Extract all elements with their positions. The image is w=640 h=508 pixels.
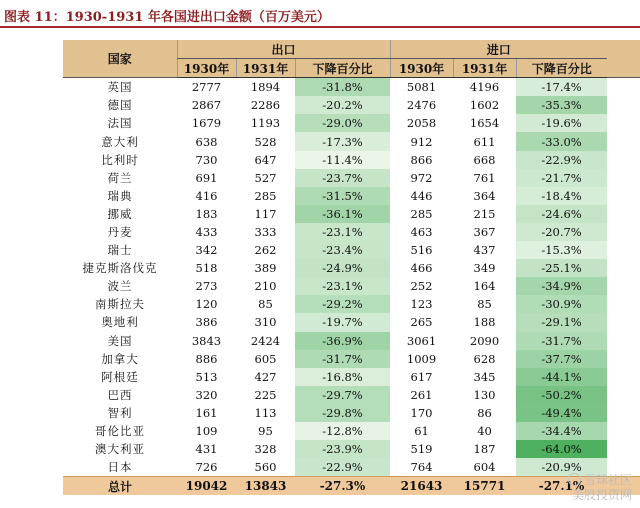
total-export-1930: 19042: [177, 477, 236, 496]
cell-export-1930: 433: [195, 224, 218, 239]
table-row: [63, 78, 640, 97]
cell-export-1930: 109: [195, 424, 218, 439]
cell-import-decline: -35.3%: [516, 96, 607, 114]
cell-export-decline: -31.8%: [295, 78, 390, 97]
cell-spacer: [607, 277, 640, 295]
cell-spacer: [607, 386, 640, 404]
cell-export-decline: -24.9%: [295, 259, 390, 277]
cell-import-decline: -17.4%: [516, 78, 607, 97]
cell-export-decline: -23.7%: [295, 169, 390, 187]
snowball-logo-icon: [568, 473, 581, 486]
header-import: 进口: [390, 40, 607, 59]
cell-import-1931: 604: [473, 460, 496, 475]
cell-export-1931: 605: [254, 351, 277, 366]
cell-export-decline: -23.9%: [295, 440, 390, 458]
watermark: [568, 473, 632, 503]
cell-export-1930: 2777: [191, 80, 222, 95]
cell-spacer: [607, 223, 640, 241]
cell-import-decline: -64.0%: [516, 440, 607, 458]
cell-export-1931: 560: [254, 460, 277, 475]
cell-country: 英国: [107, 80, 133, 95]
cell-export-1931: 225: [254, 387, 277, 402]
cell-country: 哥伦比亚: [95, 424, 145, 439]
cell-country: 挪威: [107, 206, 133, 221]
table-row: [63, 404, 640, 422]
cell-import-1930: 265: [410, 315, 433, 330]
table-row: [63, 223, 640, 241]
cell-export-1930: 120: [195, 297, 218, 312]
cell-import-1931: 2090: [469, 333, 500, 348]
cell-export-decline: -29.2%: [295, 295, 390, 313]
cell-import-1931: 668: [473, 152, 496, 167]
cell-export-1930: 638: [195, 134, 218, 149]
table-row: [63, 241, 640, 259]
table-row: [63, 295, 640, 313]
cell-export-decline: -19.7%: [295, 313, 390, 331]
cell-country: 阿根廷: [101, 369, 139, 384]
cell-country: 比利时: [101, 152, 139, 167]
cell-import-1930: 261: [410, 387, 433, 402]
cell-country: 奥地利: [101, 315, 139, 330]
cell-import-decline: -29.1%: [516, 313, 607, 331]
cell-import-1931: 437: [473, 243, 496, 258]
cell-export-1930: 730: [195, 152, 218, 167]
cell-spacer: [607, 259, 640, 277]
cell-export-1930: 691: [195, 170, 218, 185]
cell-export-1931: 85: [258, 297, 273, 312]
cell-export-1931: 117: [254, 206, 277, 221]
cell-import-1930: 866: [410, 152, 433, 167]
cell-country: 丹麦: [107, 224, 133, 239]
cell-spacer: [607, 404, 640, 422]
table-row: [63, 169, 640, 187]
cell-import-1931: 1602: [469, 98, 500, 113]
cell-export-decline: -16.8%: [295, 368, 390, 386]
cell-export-1931: 427: [254, 369, 277, 384]
cell-import-decline: -44.1%: [516, 368, 607, 386]
cell-spacer: [607, 332, 640, 350]
cell-import-1931: 215: [473, 206, 496, 221]
cell-spacer: [607, 132, 640, 150]
header-export-decline: 下降百分比: [295, 59, 390, 78]
total-import-1931: 15771: [453, 477, 516, 496]
header-import-1931: 1931年: [453, 59, 516, 78]
cell-export-1930: 320: [195, 387, 218, 402]
cell-import-1930: 5081: [406, 80, 437, 95]
cell-import-1930: 519: [410, 442, 433, 457]
cell-export-1930: 273: [195, 279, 218, 294]
cell-import-1931: 628: [473, 351, 496, 366]
cell-import-decline: -50.2%: [516, 386, 607, 404]
table-row: [63, 132, 640, 150]
cell-country: 巴西: [107, 387, 133, 402]
total-export-1931: 13843: [236, 477, 295, 496]
cell-export-decline: -23.1%: [295, 277, 390, 295]
cell-country: 加拿大: [101, 351, 139, 366]
cell-spacer: [607, 169, 640, 187]
cell-export-1930: 3843: [191, 333, 222, 348]
cell-export-1930: 518: [195, 261, 218, 276]
cell-export-1931: 389: [254, 261, 277, 276]
cell-import-decline: -18.4%: [516, 187, 607, 205]
cell-spacer: [607, 295, 640, 313]
table-row: [63, 151, 640, 169]
cell-export-1931: 310: [254, 315, 277, 330]
cell-import-1930: 912: [410, 134, 433, 149]
cell-export-1931: 1894: [250, 80, 281, 95]
cell-import-1931: 86: [477, 405, 492, 420]
watermark-text-1: 雪球社区: [583, 473, 632, 487]
header-import-decline: 下降百分比: [516, 59, 607, 78]
cell-import-decline: -20.9%: [516, 458, 607, 477]
cell-import-decline: -22.9%: [516, 151, 607, 169]
cell-import-decline: -25.1%: [516, 259, 607, 277]
cell-import-decline: -34.4%: [516, 422, 607, 440]
cell-import-1930: 3061: [406, 333, 437, 348]
cell-export-1930: 513: [195, 369, 218, 384]
cell-spacer: [607, 78, 640, 97]
cell-export-decline: -23.1%: [295, 223, 390, 241]
cell-spacer: [607, 440, 640, 458]
cell-export-1931: 527: [254, 170, 277, 185]
header-row-group: [63, 40, 640, 59]
header-export-1930: 1930年: [177, 59, 236, 78]
cell-import-1930: 123: [410, 297, 433, 312]
cell-export-decline: -12.8%: [295, 422, 390, 440]
cell-import-1930: 617: [410, 369, 433, 384]
cell-export-1930: 342: [195, 243, 218, 258]
figure-title: 图表 11：1930-1931 年各国进出口金额（百万美元）: [4, 10, 330, 25]
cell-import-decline: -24.6%: [516, 205, 607, 223]
cell-spacer: [607, 96, 640, 114]
total-label: 总计: [63, 477, 177, 496]
header-import-1930: 1930年: [390, 59, 453, 78]
cell-import-decline: -19.6%: [516, 114, 607, 132]
cell-export-1931: 528: [254, 134, 277, 149]
cell-export-1930: 161: [195, 405, 218, 420]
cell-export-1930: 386: [195, 315, 218, 330]
cell-export-decline: -36.9%: [295, 332, 390, 350]
watermark-text-2: 美股投资网: [571, 488, 632, 502]
cell-country: 捷克斯洛伐克: [82, 261, 158, 276]
header-country: 国家: [63, 40, 177, 78]
table-row: [63, 259, 640, 277]
cell-export-1931: 262: [254, 243, 277, 258]
cell-country: 澳大利亚: [95, 442, 145, 457]
cell-export-1930: 2867: [191, 98, 222, 113]
cell-export-decline: -11.4%: [295, 151, 390, 169]
cell-export-decline: -20.2%: [295, 96, 390, 114]
cell-spacer: [607, 350, 640, 368]
cell-import-1931: 40: [477, 424, 492, 439]
cell-import-1930: 2476: [406, 98, 437, 113]
cell-country: 德国: [107, 98, 133, 113]
header-export: 出口: [177, 40, 390, 59]
cell-export-1930: 1679: [191, 116, 222, 131]
cell-export-1931: 1193: [250, 116, 281, 131]
cell-country: 波兰: [107, 279, 133, 294]
cell-export-1931: 2424: [250, 333, 281, 348]
cell-import-1930: 61: [414, 424, 429, 439]
cell-import-1931: 187: [473, 442, 496, 457]
cell-import-1931: 349: [473, 261, 496, 276]
cell-import-1930: 170: [410, 405, 433, 420]
cell-export-1931: 95: [258, 424, 273, 439]
cell-import-1930: 285: [410, 206, 433, 221]
total-import-decline: -27.1%: [516, 477, 607, 496]
cell-spacer: [607, 313, 640, 331]
cell-import-1930: 252: [410, 279, 433, 294]
cell-export-decline: -36.1%: [295, 205, 390, 223]
cell-import-1930: 516: [410, 243, 433, 258]
cell-import-1930: 764: [410, 460, 433, 475]
cell-country: 法国: [107, 116, 133, 131]
cell-spacer: [607, 241, 640, 259]
cell-import-1931: 364: [473, 188, 496, 203]
cell-export-1930: 183: [195, 206, 218, 221]
cell-country: 意大利: [101, 134, 139, 149]
cell-spacer: [607, 151, 640, 169]
cell-import-decline: -21.7%: [516, 169, 607, 187]
cell-country: 美国: [107, 333, 133, 348]
table-body: [63, 78, 640, 477]
cell-export-decline: -29.0%: [295, 114, 390, 132]
table-row: [63, 386, 640, 404]
cell-import-1931: 345: [473, 369, 496, 384]
cell-export-decline: -31.5%: [295, 187, 390, 205]
cell-import-1931: 761: [473, 170, 496, 185]
watermark-line-1: [568, 473, 632, 488]
cell-import-1930: 463: [410, 224, 433, 239]
cell-export-1931: 210: [254, 279, 277, 294]
cell-country: 智利: [107, 405, 133, 420]
cell-country: 瑞典: [107, 188, 133, 203]
cell-import-1930: 2058: [406, 116, 437, 131]
cell-import-decline: -37.7%: [516, 350, 607, 368]
cell-import-decline: -34.9%: [516, 277, 607, 295]
cell-import-1931: 85: [477, 297, 492, 312]
total-import-1930: 21643: [390, 477, 453, 496]
cell-export-decline: -29.8%: [295, 404, 390, 422]
cell-import-1930: 972: [410, 170, 433, 185]
cell-country: 日本: [107, 460, 133, 475]
cell-import-decline: -15.3%: [516, 241, 607, 259]
cell-spacer: [607, 422, 640, 440]
cell-export-1930: 886: [195, 351, 218, 366]
table-row: [63, 368, 640, 386]
cell-export-decline: -29.7%: [295, 386, 390, 404]
cell-import-decline: -49.4%: [516, 404, 607, 422]
cell-export-1931: 2286: [250, 98, 281, 113]
table-row: [63, 277, 640, 295]
cell-import-1931: 188: [473, 315, 496, 330]
title-bar: [0, 2, 640, 28]
cell-country: 瑞士: [107, 243, 133, 258]
trade-table: [63, 40, 640, 495]
cell-import-1930: 466: [410, 261, 433, 276]
cell-import-decline: -30.9%: [516, 295, 607, 313]
cell-spacer: [607, 205, 640, 223]
table-row: [63, 350, 640, 368]
cell-export-decline: -22.9%: [295, 458, 390, 477]
cell-import-1931: 1654: [469, 116, 500, 131]
cell-import-decline: -31.7%: [516, 332, 607, 350]
cell-export-1930: 431: [195, 442, 218, 457]
table-row: [63, 458, 640, 477]
cell-export-1931: 285: [254, 188, 277, 203]
header-spacer: [607, 40, 640, 78]
total-row: [63, 477, 640, 496]
cell-import-1931: 611: [473, 134, 496, 149]
table-row: [63, 440, 640, 458]
cell-export-1930: 416: [195, 188, 218, 203]
cell-import-1931: 4196: [469, 80, 500, 95]
table-row: [63, 96, 640, 114]
cell-import-1930: 1009: [406, 351, 437, 366]
cell-spacer: [607, 187, 640, 205]
table-row: [63, 332, 640, 350]
cell-import-1931: 130: [473, 387, 496, 402]
table-row: [63, 422, 640, 440]
cell-spacer: [607, 114, 640, 132]
cell-export-1930: 726: [195, 460, 218, 475]
table-row: [63, 205, 640, 223]
cell-export-1931: 333: [254, 224, 277, 239]
cell-country: 南斯拉夫: [95, 297, 145, 312]
table-row: [63, 114, 640, 132]
cell-country: 荷兰: [107, 170, 133, 185]
cell-import-1930: 446: [410, 188, 433, 203]
cell-export-1931: 328: [254, 442, 277, 457]
header-export-1931: 1931年: [236, 59, 295, 78]
cell-export-1931: 647: [254, 152, 277, 167]
table-row: [63, 313, 640, 331]
cell-export-decline: -31.7%: [295, 350, 390, 368]
cell-import-1931: 164: [473, 279, 496, 294]
cell-import-decline: -20.7%: [516, 223, 607, 241]
cell-export-decline: -17.3%: [295, 132, 390, 150]
total-export-decline: -27.3%: [295, 477, 390, 496]
cell-export-1931: 113: [254, 405, 277, 420]
watermark-line-2: [568, 488, 632, 503]
cell-export-decline: -23.4%: [295, 241, 390, 259]
cell-import-decline: -33.0%: [516, 132, 607, 150]
table-row: [63, 187, 640, 205]
cell-spacer: [607, 368, 640, 386]
cell-import-1931: 367: [473, 224, 496, 239]
